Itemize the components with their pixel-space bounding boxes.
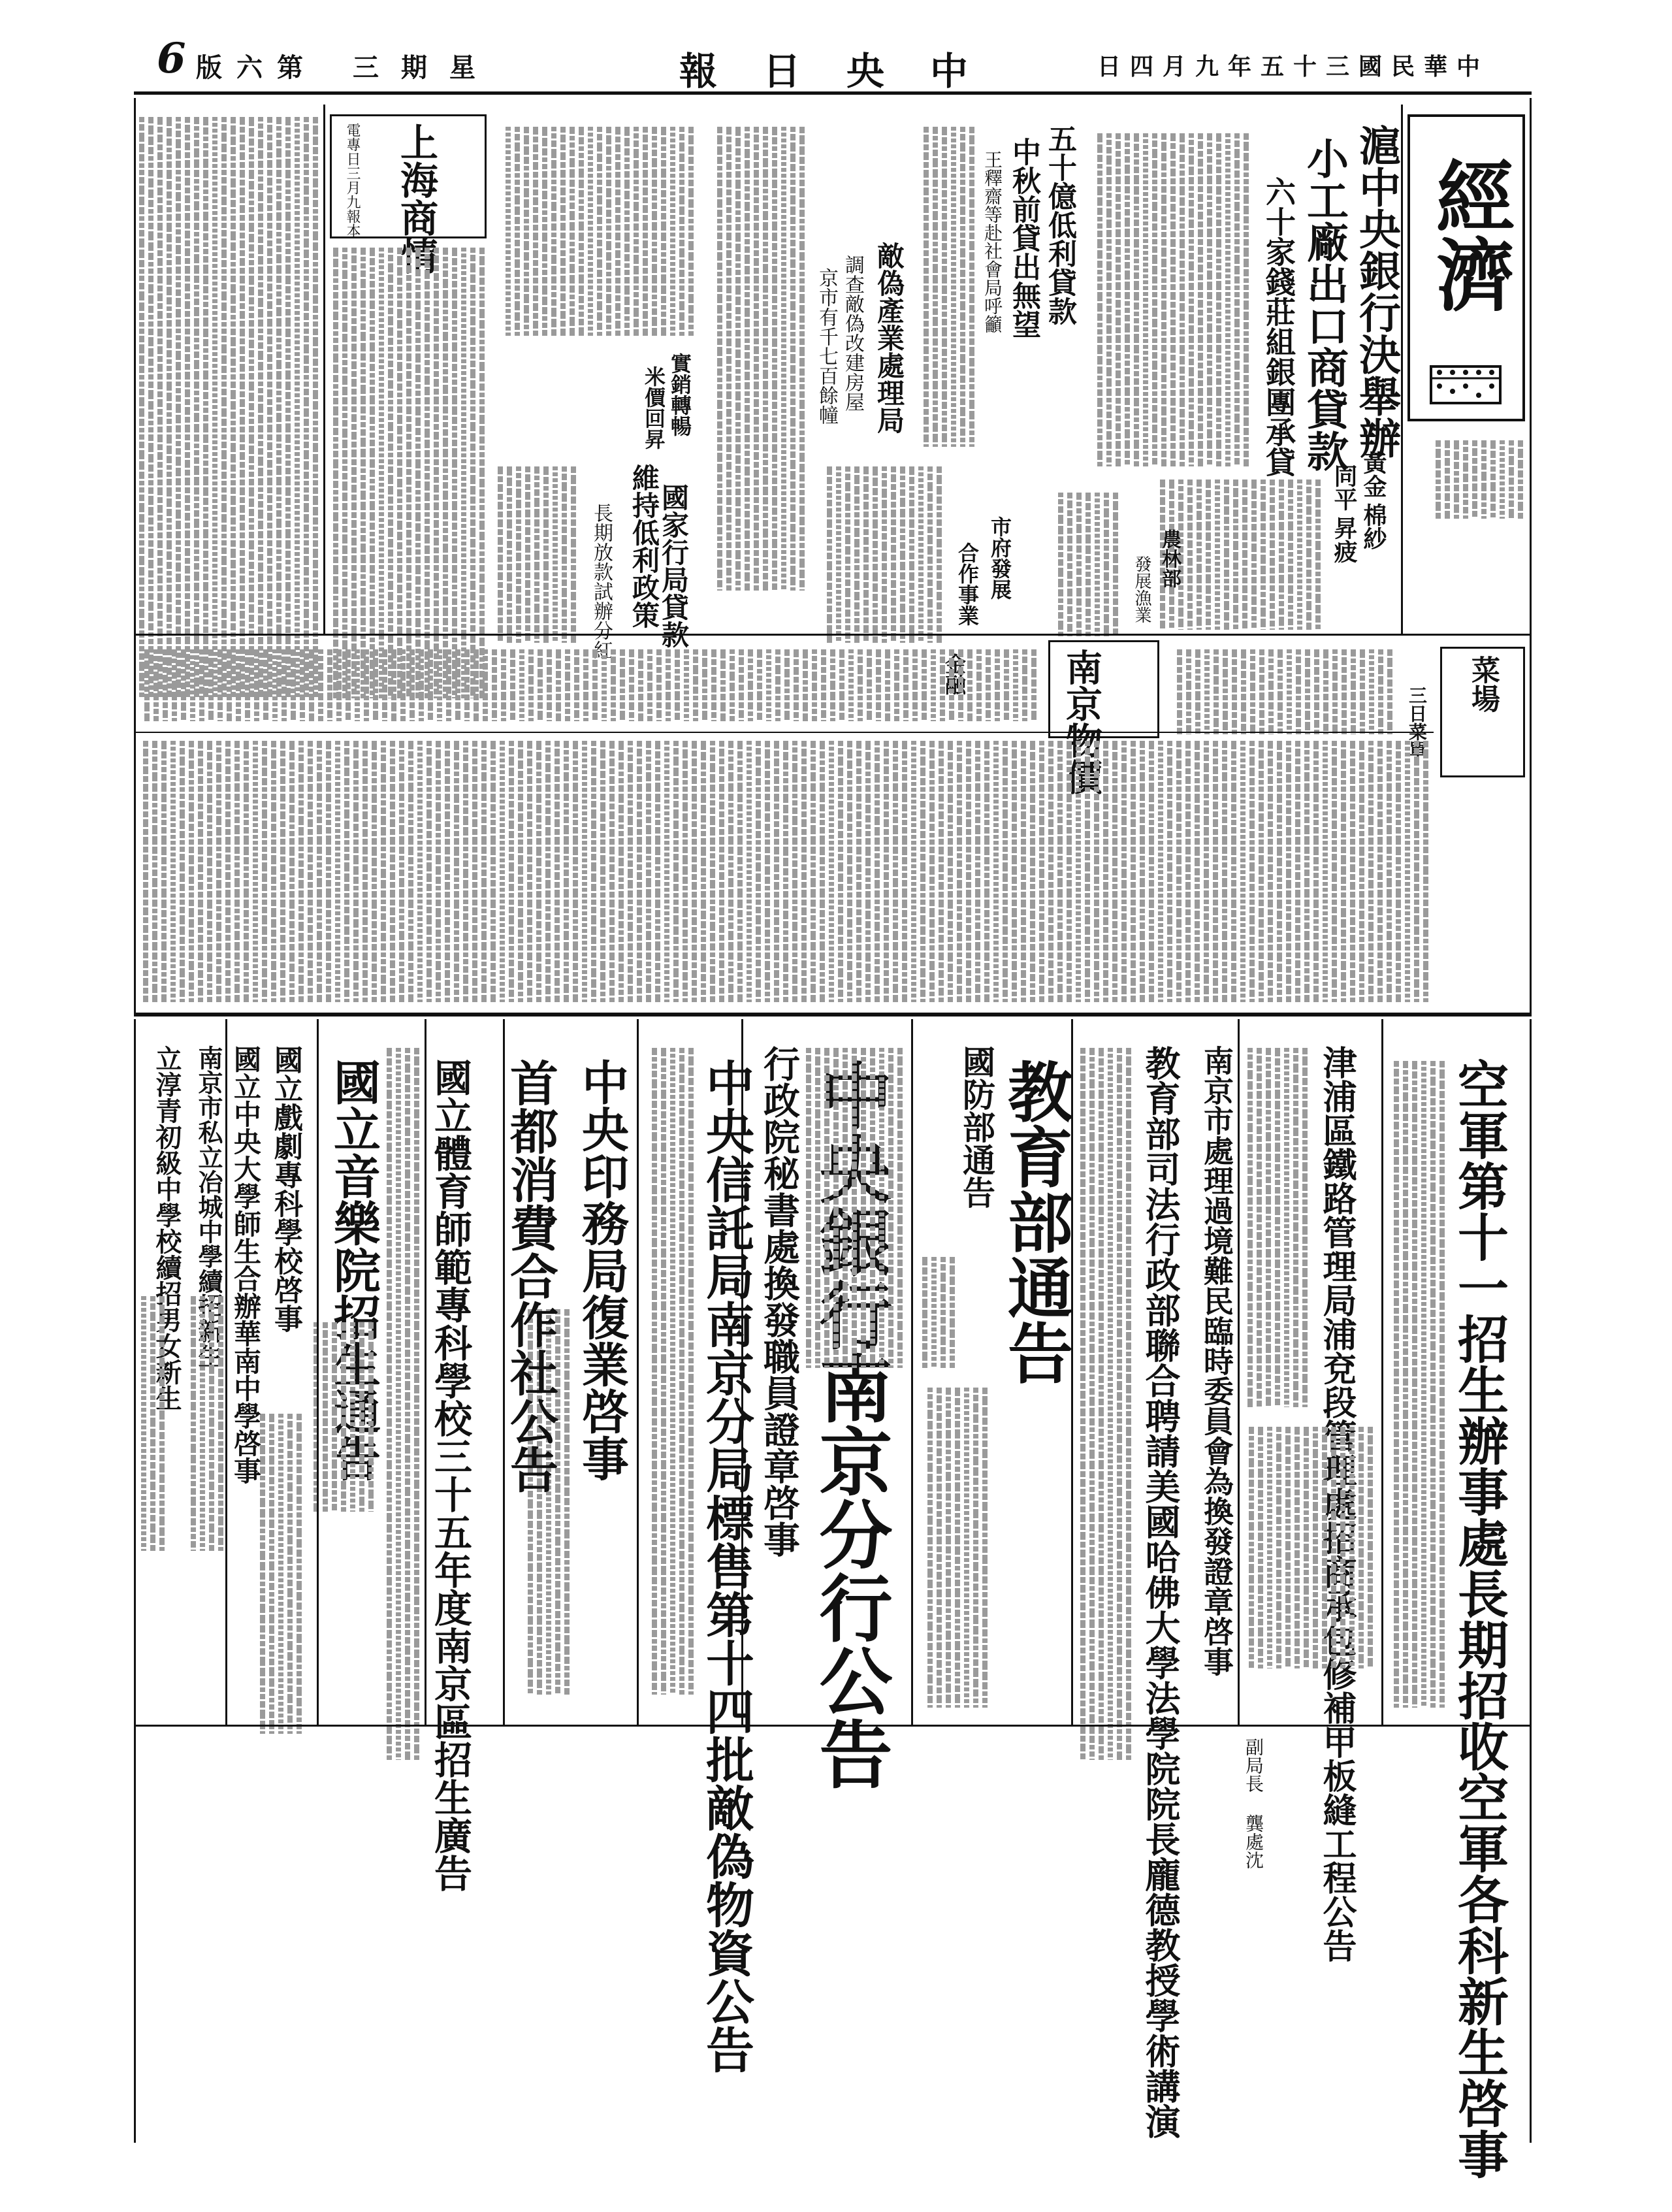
notice-trust-text (643, 1045, 696, 1699)
lead-headline-1: 滬中央銀行決舉辦 (1352, 124, 1401, 459)
paper-name: 報日央中 (679, 49, 1014, 93)
notices-section (134, 1019, 1532, 2179)
notice-chunqing: 立淳青初級中學校續招男女新生 (152, 1045, 182, 1411)
nanjing-prices-box: 南京物價 (1048, 640, 1159, 738)
gold-headline-4: 昇疲 (1330, 516, 1358, 563)
notice-yecheng-text (186, 1293, 225, 1555)
market-box: 菜場 (1440, 647, 1525, 777)
loans-headline-1: 五十億低利貸款 (1043, 124, 1076, 325)
rice-headline-2: 米價回昇 (641, 366, 666, 449)
policy-headline: 維持低利政策 (628, 464, 660, 628)
notice-drama: 國立戲劇專科學校啓事 (269, 1045, 302, 1333)
notice-education: 教育部通告 (997, 1058, 1074, 1385)
edition-label: 版六第 (196, 52, 317, 83)
bank-headline: 國家行局貸款 (658, 483, 690, 648)
notice-yecheng: 南京市私立冶城中學續招新生 (194, 1045, 223, 1368)
lead-subhead: 六十家錢莊組銀團承貸 (1261, 176, 1296, 477)
loans-headline-sub: 王釋齋等赴社會局呼籲 (982, 150, 1003, 333)
enemy-article-text (709, 124, 807, 594)
enemy-headline-1: 敵偽產業處理局 (873, 242, 905, 434)
masthead (0, 0, 1672, 98)
lead-headline-2: 小工廠出口商貸款 (1300, 137, 1349, 472)
notice-air-force-text (1388, 1058, 1447, 1712)
gold-headline-3: 同平 (1330, 464, 1358, 511)
enemy-headline-3: 京市有千七百餘幢 (815, 268, 838, 425)
notice-huanan: 國立中央大學師生合辦華南中學啓事 (230, 1045, 262, 1484)
rice-headline-1: 實銷轉暢 (667, 353, 692, 436)
notice-defense-text (918, 1254, 957, 1372)
loans-article-text (918, 124, 976, 451)
notice-consumer-coop: 首都消費合作社公告 (502, 1058, 558, 1493)
weekday-label: 三期星 (353, 52, 498, 83)
market-subtitle: 三日菜單 (1406, 686, 1428, 759)
shanghai-market-table (137, 114, 320, 702)
enemy-headline-2: 調查敵偽改建房屋 (841, 255, 864, 412)
page-number: 6 (157, 34, 186, 83)
rice-article-text (500, 124, 696, 340)
notice-railway-text (1244, 1045, 1310, 1411)
masthead-rule (134, 91, 1532, 95)
notice-central-bank: 中央銀行南京分行公告 (807, 1058, 893, 1790)
notice-pe-text (382, 1045, 421, 1764)
economics-banner: 經濟 (1407, 114, 1525, 421)
right-edge-text (1430, 438, 1525, 523)
notice-executive-text (800, 1045, 905, 1372)
agri-subhead: 發展漁業 (1132, 555, 1151, 623)
notice-music-text (304, 1320, 376, 1516)
notice-lecture: 教育部司法行政部聯合聘請美國哈佛大學法學院院長龐德教授學術講演 (1140, 1045, 1182, 2139)
notice-defense: 國防部通告 (957, 1045, 996, 1209)
notice-education-text (918, 1385, 989, 1712)
notice-chunqing-text (134, 1293, 167, 1555)
gold-headline-2: 棉紗 (1360, 503, 1387, 550)
coop-headline-2: 合作事業 (955, 542, 980, 626)
bank-subhead: 長期放款試辦分紅 (590, 503, 613, 660)
issue-date: 日四月九年五十三國民華中 (1097, 53, 1490, 80)
notice-refugee: 南京市處理過境難民臨時委員會為換發證章啓事 (1199, 1045, 1234, 1676)
shanghai-market-box: 上海商情 電專日三月九報本 (330, 114, 487, 238)
notice-refugee-signature: 副局長 龔處沈 (1243, 1738, 1264, 1869)
agri-article-text (1048, 490, 1120, 640)
agri-headline: 農林部 (1158, 529, 1181, 588)
price-table-right (1172, 647, 1394, 738)
lead-article-text (1094, 131, 1251, 470)
coop-article-text (820, 464, 944, 647)
notice-trust-bureau: 中央信託局南京分局標售第十四批敵偽物資公告 (698, 1058, 754, 2074)
notice-lecture-text (1074, 1045, 1133, 1764)
economics-section (134, 98, 1532, 1013)
notice-printing: 中央印務局復業啓事 (574, 1058, 630, 1482)
notice-music: 國立音樂院招生通告 (326, 1058, 381, 1482)
section-divider (134, 1013, 1532, 1017)
notice-pe-school: 國立體育師範專科學校三十五年度南京區招生廣告 (428, 1058, 472, 1892)
gold-headline-1: 黃金 (1360, 451, 1387, 498)
abacus-icon (1430, 365, 1502, 404)
notice-railway: 津浦區鐵路管理局浦兗段管理處招商承包修補甲板縫工程公告 (1317, 1045, 1357, 1962)
price-table-upper (137, 647, 1038, 725)
notice-air-force: 空軍第十一招生辦事處長期招收空軍各科新生啓事 (1449, 1058, 1509, 2179)
notice-refugee-text (1244, 1424, 1375, 1672)
bank-article-text (493, 464, 578, 647)
notice-executive-yuan: 行政院秘書處換發職員證章啓事 (758, 1045, 801, 1557)
coop-headline-1: 市府發展 (988, 516, 1012, 600)
loans-headline-2: 中秋前貸出無望 (1007, 137, 1040, 338)
price-table-lower (137, 738, 1430, 1006)
